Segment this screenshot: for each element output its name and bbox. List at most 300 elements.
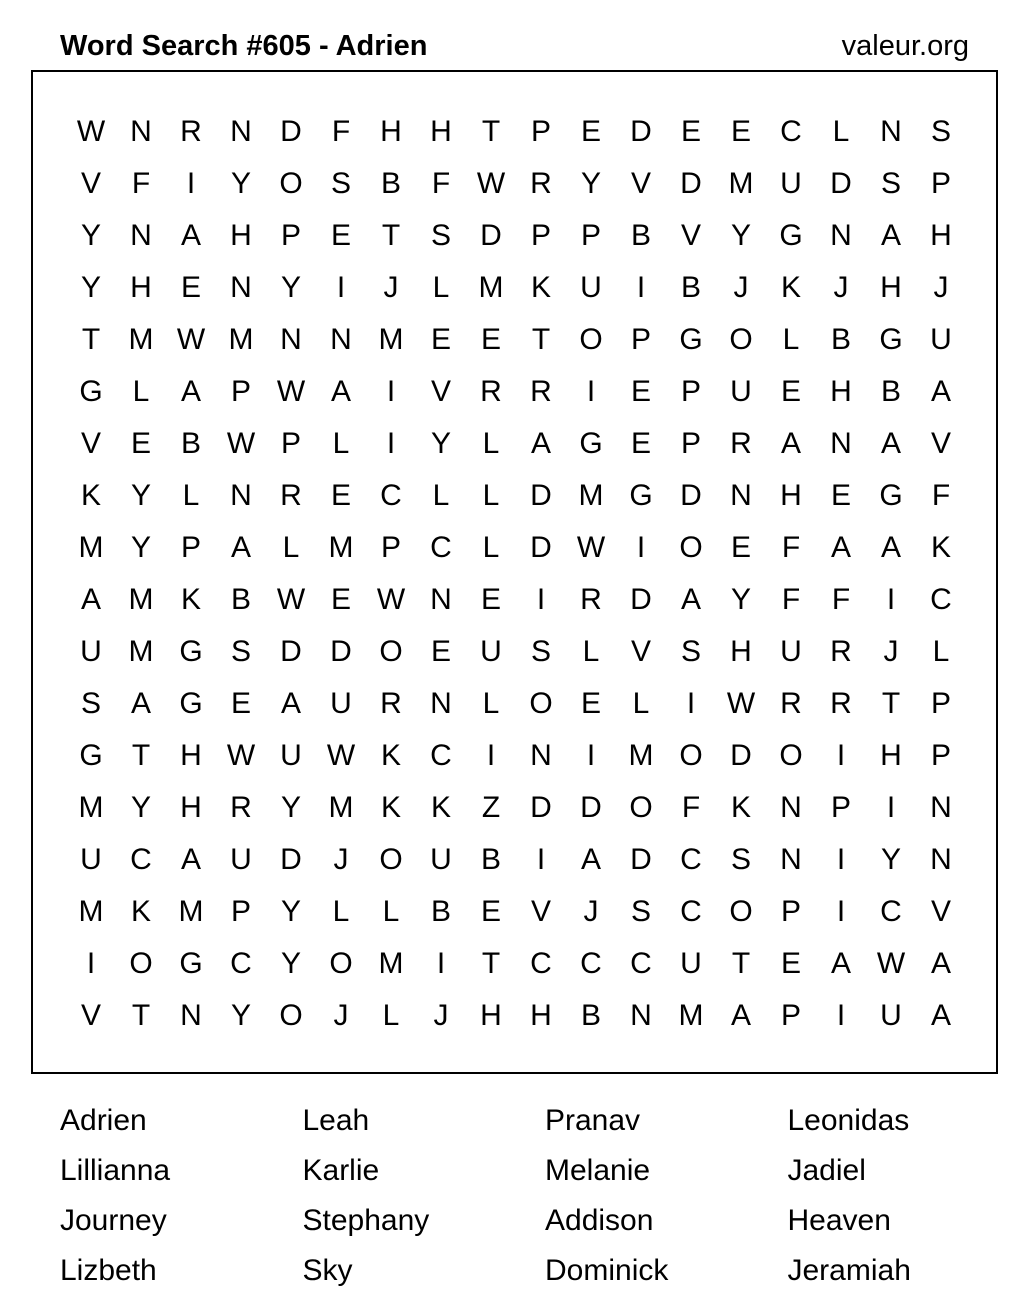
grid-letter: S [930, 115, 951, 148]
grid-letter: R [530, 167, 552, 200]
grid-letter: A [80, 583, 101, 616]
grid-letter: I [436, 947, 446, 980]
grid-letter: G [79, 739, 103, 772]
grid-letter: M [128, 323, 154, 356]
grid-letter: U [580, 271, 602, 304]
grid-letter: U [930, 323, 952, 356]
grid-letter: N [230, 271, 252, 304]
grid-letter: H [230, 219, 252, 252]
grid-letter: L [632, 687, 650, 720]
grid-letter: E [630, 427, 651, 460]
grid-letter: A [130, 687, 151, 720]
grid-letter: C [680, 843, 702, 876]
grid-letter: O [579, 323, 603, 356]
grid-letter: N [930, 791, 952, 824]
grid-letter: R [830, 687, 852, 720]
grid-letter: U [880, 999, 902, 1032]
grid-letter: T [131, 999, 151, 1032]
grid-letter: M [328, 791, 354, 824]
grid-letter: L [482, 687, 500, 720]
grid-letter: N [630, 999, 652, 1032]
grid-letter: G [679, 323, 703, 356]
grid-letter: V [930, 427, 951, 460]
grid-letter: L [432, 271, 450, 304]
grid-letter: Y [280, 271, 301, 304]
grid-letter: Y [730, 219, 751, 252]
grid-letter: S [230, 635, 251, 668]
grid-letter: N [230, 479, 252, 512]
grid-letter: D [480, 219, 502, 252]
grid-letter: K [730, 791, 751, 824]
grid-letter: Y [730, 583, 751, 616]
grid-letter: P [830, 791, 851, 824]
grid-letter: M [178, 895, 204, 928]
grid-letter: U [80, 635, 102, 668]
grid-letter: S [80, 687, 101, 720]
grid-letter: M [78, 895, 104, 928]
grid-letter: M [728, 167, 754, 200]
grid-letter: L [832, 115, 850, 148]
grid-letter: I [86, 947, 96, 980]
grid-letter: W [276, 375, 306, 408]
grid-letter: R [280, 479, 302, 512]
grid-letter: D [530, 791, 552, 824]
grid-letter: E [430, 635, 451, 668]
grid-letter: H [380, 115, 402, 148]
grid-letter: A [230, 531, 251, 564]
grid-letter: M [128, 635, 154, 668]
grid-letter: R [530, 375, 552, 408]
grid-letter: H [530, 999, 552, 1032]
word-list-item: Leonidas [787, 1104, 910, 1137]
grid-letter: V [530, 895, 551, 928]
grid-letter: M [78, 531, 104, 564]
grid-letter: P [630, 323, 651, 356]
word-list-item: Jeramiah [787, 1254, 911, 1287]
grid-letter: L [482, 427, 500, 460]
grid-letter: I [636, 531, 646, 564]
grid-letter: K [780, 271, 801, 304]
grid-letter: R [230, 791, 252, 824]
grid-letter: J [933, 271, 949, 304]
grid-letter: E [130, 427, 151, 460]
grid-letter: B [180, 427, 201, 460]
grid-letter: T [481, 115, 501, 148]
grid-letter: S [530, 635, 551, 668]
grid-letter: A [880, 219, 901, 252]
grid-letter: G [879, 479, 903, 512]
grid-letter: I [586, 375, 596, 408]
grid-letter: U [430, 843, 452, 876]
grid-letter: R [180, 115, 202, 148]
word-list-item: Heaven [787, 1204, 891, 1237]
grid-letter: P [280, 219, 301, 252]
grid-letter: E [580, 687, 601, 720]
grid-letter: I [886, 583, 896, 616]
grid-letter: J [433, 999, 449, 1032]
grid-letter: Y [280, 791, 301, 824]
grid-letter: L [382, 895, 400, 928]
grid-letter: J [333, 843, 349, 876]
grid-letter: C [130, 843, 152, 876]
grid-letter: L [932, 635, 950, 668]
grid-letter: U [80, 843, 102, 876]
grid-letter: T [731, 947, 751, 980]
grid-letter: H [480, 999, 502, 1032]
grid-letter: M [378, 947, 404, 980]
grid-letter: V [430, 375, 451, 408]
grid-letter: H [130, 271, 152, 304]
grid-letter: O [379, 843, 403, 876]
grid-letter: R [480, 375, 502, 408]
grid-letter: A [880, 531, 901, 564]
grid-letter: N [430, 583, 452, 616]
grid-letter: A [780, 427, 801, 460]
grid-letter: N [780, 843, 802, 876]
grid-letter: I [836, 843, 846, 876]
grid-letter: E [780, 375, 801, 408]
grid-letter: M [128, 583, 154, 616]
grid-letter: P [680, 427, 701, 460]
grid-letter: K [530, 271, 551, 304]
grid-letter: A [830, 947, 851, 980]
grid-letter: S [630, 895, 651, 928]
grid-letter: K [930, 531, 951, 564]
grid-letter: K [380, 791, 401, 824]
grid-letter: C [780, 115, 802, 148]
grid-letter: E [330, 479, 351, 512]
word-list-item: Journey [60, 1204, 167, 1237]
grid-letter: O [329, 947, 353, 980]
grid-letter: Y [230, 999, 251, 1032]
grid-letter: K [430, 791, 451, 824]
grid-letter: N [430, 687, 452, 720]
grid-letter: E [480, 583, 501, 616]
grid-letter: D [730, 739, 752, 772]
grid-letter: I [886, 791, 896, 824]
grid-letter: O [779, 739, 803, 772]
puzzle-grid-frame [31, 70, 998, 1074]
grid-letter: A [930, 375, 951, 408]
grid-letter: G [879, 323, 903, 356]
grid-letter: H [180, 791, 202, 824]
grid-letter: G [779, 219, 803, 252]
grid-letter: S [730, 843, 751, 876]
grid-letter: N [280, 323, 302, 356]
grid-letter: D [630, 115, 652, 148]
grid-letter: I [536, 843, 546, 876]
grid-letter: Y [580, 167, 601, 200]
grid-letter: P [280, 427, 301, 460]
grid-letter: P [230, 895, 251, 928]
grid-letter: E [330, 219, 351, 252]
grid-letter: G [629, 479, 653, 512]
grid-letter: K [130, 895, 151, 928]
grid-letter: D [630, 583, 652, 616]
grid-letter: N [830, 427, 852, 460]
grid-letter: N [180, 999, 202, 1032]
grid-letter: G [179, 635, 203, 668]
grid-letter: Y [80, 219, 101, 252]
grid-letter: T [531, 323, 551, 356]
grid-letter: E [580, 115, 601, 148]
site-name: valeur.org [841, 30, 969, 62]
grid-letter: N [880, 115, 902, 148]
grid-letter: Y [130, 531, 151, 564]
grid-letter: F [331, 115, 351, 148]
grid-letter: K [180, 583, 201, 616]
grid-letter: F [781, 531, 801, 564]
grid-letter: E [780, 947, 801, 980]
word-list-item: Jadiel [787, 1154, 866, 1187]
grid-letter: Z [481, 791, 501, 824]
grid-letter: H [730, 635, 752, 668]
grid-letter: E [680, 115, 701, 148]
grid-letter: A [930, 999, 951, 1032]
grid-letter: S [680, 635, 701, 668]
grid-letter: S [880, 167, 901, 200]
grid-letter: H [830, 375, 852, 408]
grid-letter: V [80, 999, 101, 1032]
grid-letter: A [680, 583, 701, 616]
grid-letter: W [176, 323, 206, 356]
grid-letter: I [536, 583, 546, 616]
grid-letter: I [836, 739, 846, 772]
grid-letter: A [930, 947, 951, 980]
grid-letter: D [280, 843, 302, 876]
grid-letter: P [930, 687, 951, 720]
grid-letter: J [333, 999, 349, 1032]
grid-letter: C [930, 583, 952, 616]
word-list-item: Melanie [545, 1154, 651, 1187]
grid-letter: I [836, 895, 846, 928]
grid-letter: T [81, 323, 101, 356]
grid-letter: H [930, 219, 952, 252]
grid-letter: S [430, 219, 451, 252]
grid-letter: I [836, 999, 846, 1032]
grid-letter: U [230, 843, 252, 876]
grid-letter: B [630, 219, 651, 252]
grid-letter: I [486, 739, 496, 772]
grid-letter: U [730, 375, 752, 408]
grid-letter: E [180, 271, 201, 304]
grid-letter: B [230, 583, 251, 616]
grid-letter: E [230, 687, 251, 720]
grid-letter: F [431, 167, 451, 200]
grid-letter: O [629, 791, 653, 824]
grid-letter: F [931, 479, 951, 512]
grid-letter: F [131, 167, 151, 200]
grid-letter: L [182, 479, 200, 512]
grid-letter: J [383, 271, 399, 304]
grid-letter: C [430, 739, 452, 772]
grid-letter: L [332, 427, 350, 460]
grid-letter: F [681, 791, 701, 824]
grid-letter: L [282, 531, 300, 564]
grid-letter: D [530, 531, 552, 564]
grid-letter: M [228, 323, 254, 356]
grid-letter: N [930, 843, 952, 876]
grid-letter: R [780, 687, 802, 720]
grid-letter: O [679, 531, 703, 564]
grid-letter: C [530, 947, 552, 980]
grid-letter: W [576, 531, 606, 564]
grid-letter: P [180, 531, 201, 564]
grid-letter: C [580, 947, 602, 980]
grid-letter: J [583, 895, 599, 928]
grid-letter: N [530, 739, 552, 772]
grid-letter: P [580, 219, 601, 252]
grid-letter: D [280, 115, 302, 148]
grid-letter: J [733, 271, 749, 304]
grid-letter: W [226, 739, 256, 772]
grid-letter: P [680, 375, 701, 408]
grid-letter: P [380, 531, 401, 564]
word-list-item: Stephany [302, 1204, 430, 1237]
grid-letter: C [630, 947, 652, 980]
grid-letter: N [730, 479, 752, 512]
grid-letter: L [482, 531, 500, 564]
word-list-item: Sky [302, 1254, 353, 1287]
grid-letter: C [430, 531, 452, 564]
grid-letter: L [432, 479, 450, 512]
grid-letter: A [580, 843, 601, 876]
grid-letter: K [80, 479, 101, 512]
grid-letter: H [180, 739, 202, 772]
grid-letter: N [130, 219, 152, 252]
grid-letter: K [380, 739, 401, 772]
grid-letter: L [482, 479, 500, 512]
grid-letter: O [529, 687, 553, 720]
grid-letter: C [680, 895, 702, 928]
grid-letter: G [579, 427, 603, 460]
grid-letter: T [481, 947, 501, 980]
grid-letter: M [478, 271, 504, 304]
grid-letter: V [80, 427, 101, 460]
grid-letter: V [680, 219, 701, 252]
word-list-item: Addison [545, 1204, 654, 1237]
grid-letter: M [678, 999, 704, 1032]
grid-letter: W [226, 427, 256, 460]
grid-letter: H [880, 271, 902, 304]
grid-letter: I [586, 739, 596, 772]
grid-letter: L [132, 375, 150, 408]
grid-letter: J [833, 271, 849, 304]
word-list-item: Lizbeth [60, 1254, 157, 1287]
grid-letter: Y [280, 895, 301, 928]
grid-letter: C [230, 947, 252, 980]
grid-letter: L [782, 323, 800, 356]
grid-letter: P [230, 375, 251, 408]
page-title: Word Search #605 - Adrien [60, 30, 428, 62]
grid-letter: B [580, 999, 601, 1032]
grid-letter: M [628, 739, 654, 772]
grid-letter: R [580, 583, 602, 616]
grid-letter: A [880, 427, 901, 460]
grid-letter: U [280, 739, 302, 772]
grid-letter: W [326, 739, 356, 772]
grid-letter: R [730, 427, 752, 460]
grid-letter: I [386, 427, 396, 460]
grid-letter: G [179, 687, 203, 720]
grid-letter: A [180, 375, 201, 408]
grid-letter: T [381, 219, 401, 252]
grid-letter: U [480, 635, 502, 668]
grid-letter: Y [880, 843, 901, 876]
word-list-item: Adrien [60, 1104, 147, 1137]
grid-letter: P [780, 999, 801, 1032]
grid-letter: W [726, 687, 756, 720]
grid-letter: E [730, 531, 751, 564]
grid-letter: I [636, 271, 646, 304]
letter-grid [66, 106, 966, 1042]
grid-letter: W [476, 167, 506, 200]
grid-letter: B [430, 895, 451, 928]
grid-letter: V [80, 167, 101, 200]
grid-letter: N [130, 115, 152, 148]
grid-letter: R [380, 687, 402, 720]
grid-letter: P [930, 167, 951, 200]
grid-letter: D [280, 635, 302, 668]
grid-letter: O [279, 999, 303, 1032]
grid-letter: D [580, 791, 602, 824]
grid-letter: P [780, 895, 801, 928]
word-list-item: Pranav [545, 1104, 641, 1137]
grid-letter: W [76, 115, 106, 148]
grid-letter: T [881, 687, 901, 720]
grid-letter: Y [80, 271, 101, 304]
grid-letter: I [336, 271, 346, 304]
grid-letter: G [79, 375, 103, 408]
grid-letter: E [480, 323, 501, 356]
grid-letter: I [686, 687, 696, 720]
grid-letter: R [830, 635, 852, 668]
grid-letter: N [230, 115, 252, 148]
grid-letter: Y [230, 167, 251, 200]
grid-letter: F [831, 583, 851, 616]
grid-letter: A [330, 375, 351, 408]
grid-letter: E [480, 895, 501, 928]
grid-letter: U [780, 635, 802, 668]
grid-letter: G [179, 947, 203, 980]
grid-letter: A [280, 687, 301, 720]
grid-letter: A [730, 999, 751, 1032]
grid-letter: B [680, 271, 701, 304]
grid-letter: V [630, 167, 651, 200]
grid-letter: I [386, 375, 396, 408]
grid-letter: O [279, 167, 303, 200]
grid-letter: P [530, 219, 551, 252]
grid-letter: Y [280, 947, 301, 980]
grid-letter: O [379, 635, 403, 668]
grid-letter: I [186, 167, 196, 200]
grid-letter: O [129, 947, 153, 980]
grid-letter: M [578, 479, 604, 512]
grid-letter: A [530, 427, 551, 460]
grid-letter: S [330, 167, 351, 200]
grid-letter: N [830, 219, 852, 252]
grid-letter: E [330, 583, 351, 616]
grid-letter: P [930, 739, 951, 772]
grid-letter: T [131, 739, 151, 772]
grid-letter: Y [430, 427, 451, 460]
grid-letter: V [630, 635, 651, 668]
grid-letter: A [180, 219, 201, 252]
grid-letter: U [330, 687, 352, 720]
grid-letter: D [680, 167, 702, 200]
grid-letter: B [880, 375, 901, 408]
grid-letter: B [480, 843, 501, 876]
